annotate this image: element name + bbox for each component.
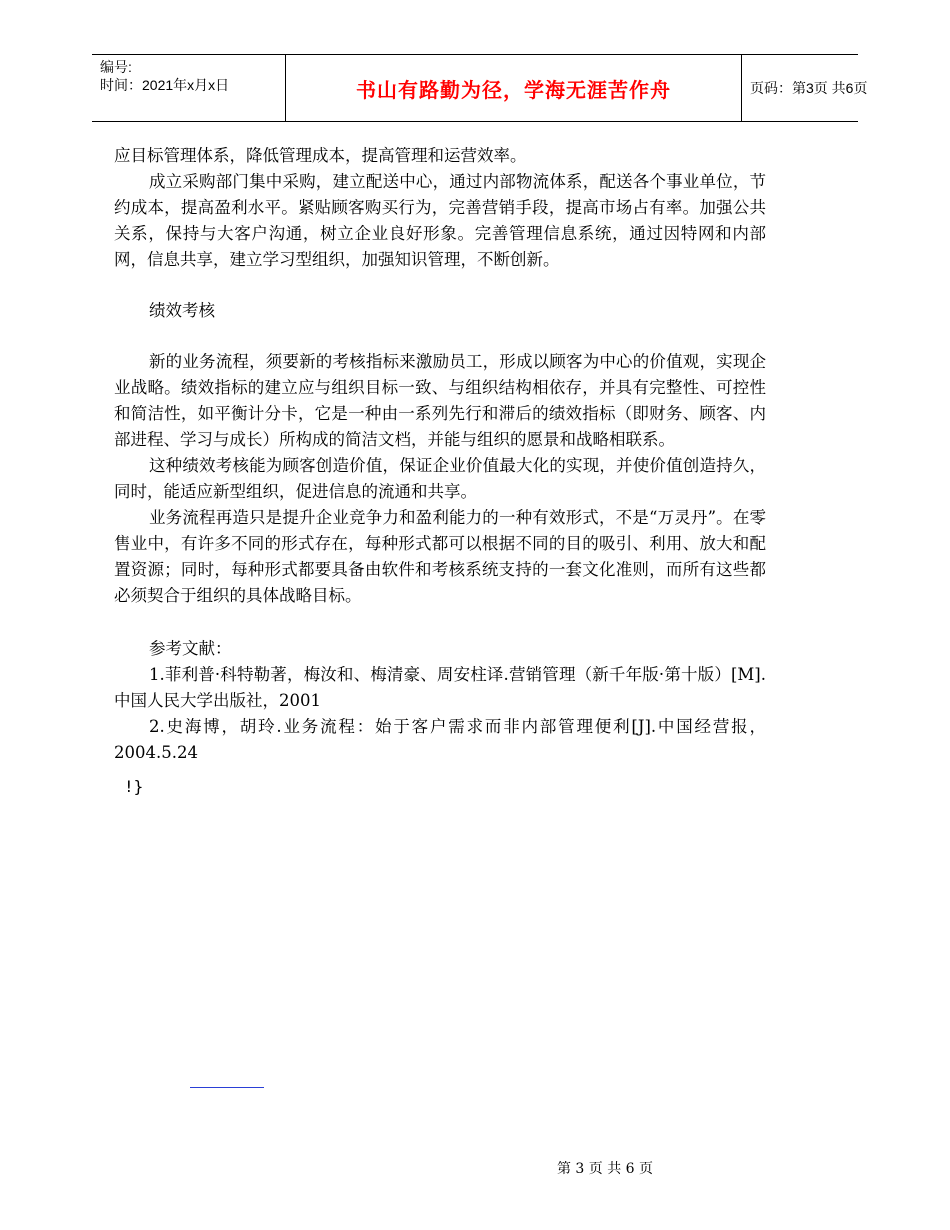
hyperlink-underline[interactable] bbox=[190, 1087, 264, 1088]
section-heading: 绩效考核 bbox=[149, 301, 215, 320]
header-meta bbox=[92, 55, 285, 121]
reference-item: 1.菲利普·科特勒著，梅汝和、梅清豪、周安柱译.营销管理（新千年版·第十版）[M].中国人民大学出版社，2001 bbox=[114, 665, 766, 710]
document-date: 时间：2021年x月x日 bbox=[100, 77, 230, 93]
paragraph-procurement: 成立采购部门集中采购，建立配送中心，通过内部物流体系，配送各个事业单位，节约成本，提高盈利水平。紧贴顾客购买行为，完善营销手段，提高市场占有率。加强公共关系，保持与大客户沟通，树立企业良好形象。完善管理信息系统，通过因特网和内部网，信息共享，建立学习型组织，加强知识管理，不断创新。 bbox=[114, 172, 766, 269]
stray-mark: !} bbox=[124, 777, 144, 796]
page-header bbox=[92, 54, 868, 122]
document-body bbox=[114, 143, 766, 800]
document-number-label: 编号: bbox=[100, 59, 132, 75]
header-page-info: 页码：第3页 共6页 bbox=[750, 80, 868, 96]
page-footer: 第 3 页 共 6 页 bbox=[556, 1161, 654, 1177]
paragraph-process-reengineering: 业务流程再造只是提升企业竞争力和盈利能力的一种有效形式，不是“万灵丹”。在零售业中，有许多不同的形式存在，每种形式都可以根据不同的目的吸引、利用、放大和配置资源；同时，每种形式都要具备由软件和考核系统支持的一套文化准则，而所有这些都必须契合于组织的具体战略目标。 bbox=[114, 508, 766, 605]
header-motto-cell bbox=[285, 55, 742, 121]
paragraph-continued: 应目标管理体系，降低管理成本，提高管理和运营效率。 bbox=[114, 146, 527, 165]
header-page-cell bbox=[742, 55, 868, 121]
paragraph-performance-indicators: 新的业务流程，须要新的考核指标来激励员工，形成以顾客为中心的价值观，实现企业战略。绩效指标的建立应与组织目标一致、与组织结构相依存，并具有完整性、可控性和简洁性，如平衡计分卡，它是一种由一系列先行和滞后的绩效指标（即财务、顾客、内部进程、学习与成长）所构成的简洁文档，并能与组织的愿景和战略相联系。 bbox=[114, 352, 766, 449]
references-title: 参考文献： bbox=[149, 639, 232, 658]
reference-item: 2.史海博，胡玲.业务流程：始于客户需求而非内部管理便利[J].中国经营报，2004.5.24 bbox=[114, 717, 766, 762]
paragraph-value-creation: 这种绩效考核能为顾客创造价值，保证企业价值最大化的实现，并使价值创造持久，同时，能适应新型组织，促进信息的流通和共享。 bbox=[114, 456, 766, 501]
header-motto: 书山有路勤为径，学海无涯苦作舟 bbox=[356, 77, 671, 102]
